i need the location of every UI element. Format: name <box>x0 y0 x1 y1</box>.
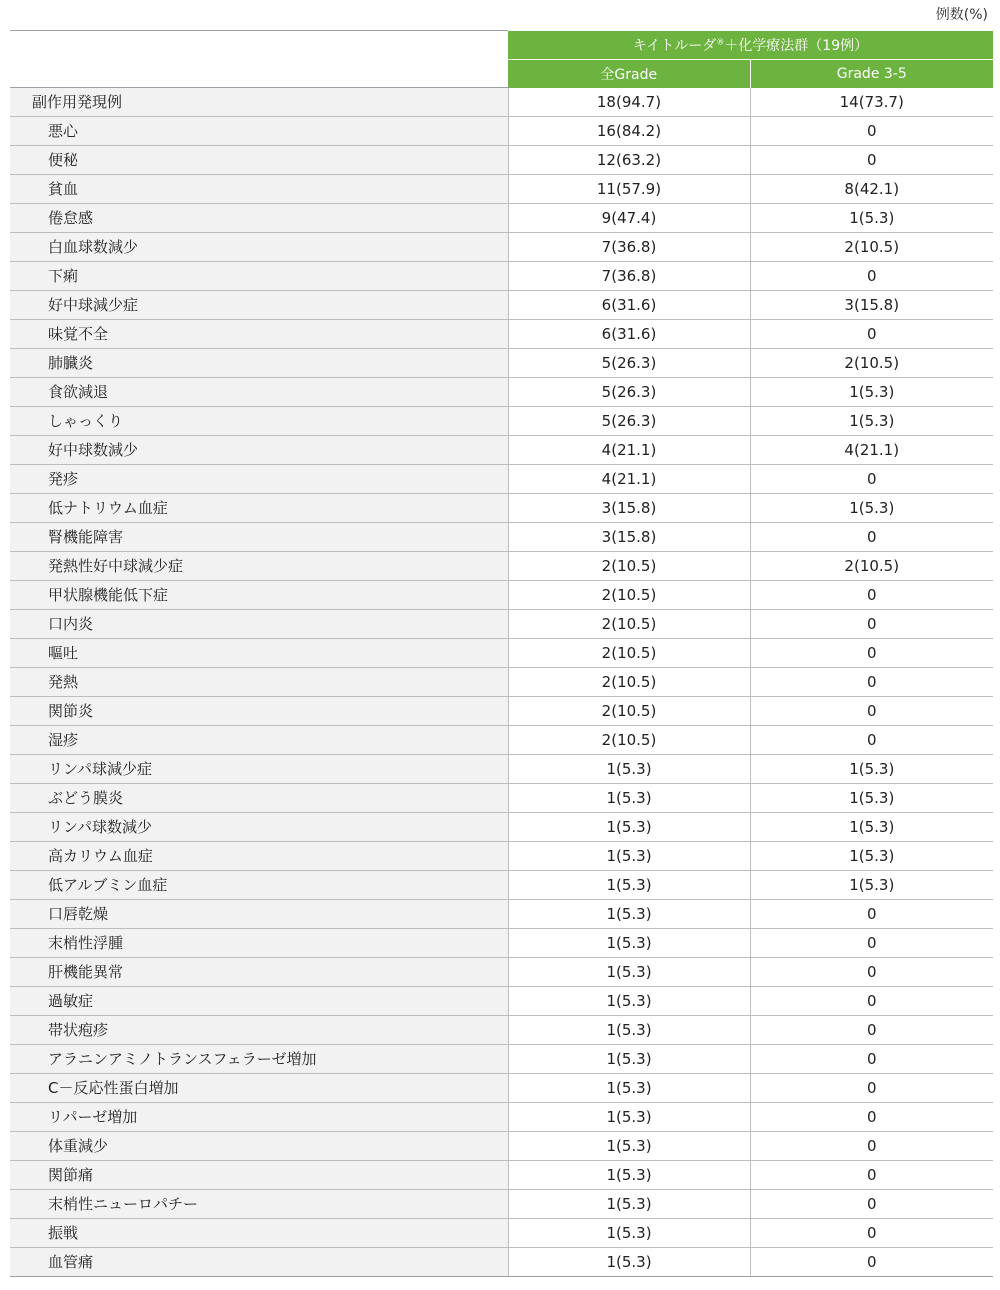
table-row <box>10 349 993 378</box>
grade-3-5-cell: 0 <box>750 523 993 552</box>
all-grade-cell: 1(5.3) <box>508 1132 750 1161</box>
table-row <box>10 117 993 146</box>
row-name-cell: 好中球数減少 <box>10 436 508 465</box>
grade-3-5-cell: 0 <box>750 262 993 291</box>
row-name-cell: 発熱 <box>10 668 508 697</box>
group-header-prefix: キイトルーダ <box>632 37 717 54</box>
table-row <box>10 1074 993 1103</box>
table-row <box>10 407 993 436</box>
grade-3-5-cell: 0 <box>750 987 993 1016</box>
grade-3-5-cell: 0 <box>750 465 993 494</box>
all-grade-cell: 11(57.9) <box>508 175 750 204</box>
grade-3-5-cell: 2(10.5) <box>750 552 993 581</box>
table-row <box>10 668 993 697</box>
row-name-cell: 低アルブミン血症 <box>10 871 508 900</box>
grade-3-5-cell: 0 <box>750 146 993 175</box>
row-name-cell: ぶどう膜炎 <box>10 784 508 813</box>
all-grade-cell: 1(5.3) <box>508 784 750 813</box>
row-name-cell: 食欲減退 <box>10 378 508 407</box>
grade-3-5-cell: 0 <box>750 668 993 697</box>
row-name-cell: 悪心 <box>10 117 508 146</box>
row-name-cell: 腎機能障害 <box>10 523 508 552</box>
row-name-cell: リンパ球数減少 <box>10 813 508 842</box>
row-name-cell: アラニンアミノトランスフェラーゼ増加 <box>10 1045 508 1074</box>
row-name-cell: 発熱性好中球減少症 <box>10 552 508 581</box>
all-grade-cell: 2(10.5) <box>508 668 750 697</box>
table-row <box>10 494 993 523</box>
row-name-cell: 過敏症 <box>10 987 508 1016</box>
grade-3-5-cell: 0 <box>750 1248 993 1277</box>
grade-3-5-cell: 0 <box>750 639 993 668</box>
row-name-cell: 口唇乾燥 <box>10 900 508 929</box>
all-grade-cell: 1(5.3) <box>508 1161 750 1190</box>
grade-3-5-cell: 1(5.3) <box>750 204 993 233</box>
all-grade-cell: 3(15.8) <box>508 494 750 523</box>
all-grade-cell: 1(5.3) <box>508 813 750 842</box>
grade-3-5-cell: 14(73.7) <box>750 88 993 117</box>
all-grade-cell: 1(5.3) <box>508 929 750 958</box>
grade-3-5-cell: 1(5.3) <box>750 813 993 842</box>
row-name-cell: 末梢性ニューロパチー <box>10 1190 508 1219</box>
table-row <box>10 320 993 349</box>
table-row <box>10 465 993 494</box>
grade-3-5-cell: 0 <box>750 320 993 349</box>
row-name-cell: 高カリウム血症 <box>10 842 508 871</box>
column-header-all-grade: 全Grade <box>508 59 750 88</box>
grade-3-5-cell: 2(10.5) <box>750 233 993 262</box>
all-grade-cell: 1(5.3) <box>508 1074 750 1103</box>
all-grade-cell: 1(5.3) <box>508 1219 750 1248</box>
all-grade-cell: 1(5.3) <box>508 1045 750 1074</box>
table-row <box>10 755 993 784</box>
grade-3-5-cell: 0 <box>750 726 993 755</box>
all-grade-cell: 1(5.3) <box>508 987 750 1016</box>
table-row <box>10 900 993 929</box>
row-name-cell: 便秘 <box>10 146 508 175</box>
all-grade-cell: 1(5.3) <box>508 871 750 900</box>
row-name-cell: 発疹 <box>10 465 508 494</box>
grade-3-5-cell: 2(10.5) <box>750 349 993 378</box>
table-row <box>10 1161 993 1190</box>
all-grade-cell: 4(21.1) <box>508 465 750 494</box>
table-row <box>10 1103 993 1132</box>
all-grade-cell: 4(21.1) <box>508 436 750 465</box>
row-name-cell: 湿疹 <box>10 726 508 755</box>
table-row <box>10 552 993 581</box>
grade-3-5-cell: 0 <box>750 697 993 726</box>
grade-3-5-cell: 1(5.3) <box>750 407 993 436</box>
row-name-cell: 倦怠感 <box>10 204 508 233</box>
row-name-cell: C－反応性蛋白増加 <box>10 1074 508 1103</box>
all-grade-cell: 2(10.5) <box>508 581 750 610</box>
all-grade-cell: 7(36.8) <box>508 262 750 291</box>
all-grade-cell: 1(5.3) <box>508 1016 750 1045</box>
table-row <box>10 262 993 291</box>
all-grade-cell: 3(15.8) <box>508 523 750 552</box>
table-row <box>10 146 993 175</box>
row-name-cell: 口内炎 <box>10 610 508 639</box>
grade-3-5-cell: 0 <box>750 1045 993 1074</box>
row-name-cell: リパーゼ増加 <box>10 1103 508 1132</box>
row-name-cell: 副作用発現例 <box>10 88 508 117</box>
table-row <box>10 842 993 871</box>
unit-label: 例数(%) <box>935 7 988 23</box>
header-blank-cell <box>10 31 508 88</box>
all-grade-cell: 5(26.3) <box>508 349 750 378</box>
all-grade-cell: 2(10.5) <box>508 639 750 668</box>
row-name-cell: 下痢 <box>10 262 508 291</box>
table-row <box>10 378 993 407</box>
table-row <box>10 1190 993 1219</box>
all-grade-cell: 7(36.8) <box>508 233 750 262</box>
table-row <box>10 987 993 1016</box>
table-row <box>10 204 993 233</box>
row-name-cell: 嘔吐 <box>10 639 508 668</box>
row-name-cell: 白血球数減少 <box>10 233 508 262</box>
grade-3-5-cell: 1(5.3) <box>750 755 993 784</box>
table-row <box>10 929 993 958</box>
table-row <box>10 1045 993 1074</box>
all-grade-cell: 9(47.4) <box>508 204 750 233</box>
all-grade-cell: 1(5.3) <box>508 1190 750 1219</box>
all-grade-cell: 5(26.3) <box>508 407 750 436</box>
table-row <box>10 1248 993 1277</box>
grade-3-5-cell: 0 <box>750 1190 993 1219</box>
all-grade-cell: 1(5.3) <box>508 842 750 871</box>
grade-3-5-cell: 0 <box>750 958 993 987</box>
all-grade-cell: 1(5.3) <box>508 755 750 784</box>
table-row <box>10 958 993 987</box>
row-name-cell: 味覚不全 <box>10 320 508 349</box>
all-grade-cell: 12(63.2) <box>508 146 750 175</box>
grade-3-5-cell: 0 <box>750 1016 993 1045</box>
row-name-cell: 関節痛 <box>10 1161 508 1190</box>
row-name-cell: 好中球減少症 <box>10 291 508 320</box>
column-header-grade-3-5: Grade 3-5 <box>750 59 993 88</box>
table-row <box>10 1016 993 1045</box>
all-grade-cell: 2(10.5) <box>508 610 750 639</box>
row-name-cell: 関節炎 <box>10 697 508 726</box>
table-row <box>10 436 993 465</box>
row-name-cell: しゃっくり <box>10 407 508 436</box>
grade-3-5-cell: 1(5.3) <box>750 784 993 813</box>
table-row <box>10 726 993 755</box>
grade-3-5-cell: 0 <box>750 900 993 929</box>
grade-3-5-cell: 0 <box>750 117 993 146</box>
grade-3-5-cell: 1(5.3) <box>750 842 993 871</box>
row-name-cell: 体重減少 <box>10 1132 508 1161</box>
grade-3-5-cell: 0 <box>750 1103 993 1132</box>
table-row <box>10 610 993 639</box>
all-grade-cell: 1(5.3) <box>508 1103 750 1132</box>
table-row <box>10 523 993 552</box>
row-name-cell: 血管痛 <box>10 1248 508 1277</box>
grade-3-5-cell: 1(5.3) <box>750 378 993 407</box>
table-row <box>10 88 993 117</box>
all-grade-cell: 5(26.3) <box>508 378 750 407</box>
table-row <box>10 291 993 320</box>
registered-mark: ® <box>716 36 725 46</box>
table-row <box>10 1132 993 1161</box>
table-row <box>10 697 993 726</box>
table-row <box>10 784 993 813</box>
all-grade-cell: 1(5.3) <box>508 900 750 929</box>
grade-3-5-cell: 8(42.1) <box>750 175 993 204</box>
table-body <box>10 88 993 1277</box>
row-name-cell: 甲状腺機能低下症 <box>10 581 508 610</box>
table-row <box>10 175 993 204</box>
all-grade-cell: 2(10.5) <box>508 552 750 581</box>
table-row <box>10 871 993 900</box>
all-grade-cell: 16(84.2) <box>508 117 750 146</box>
group-header <box>508 31 993 60</box>
row-name-cell: リンパ球減少症 <box>10 755 508 784</box>
grade-3-5-cell: 1(5.3) <box>750 871 993 900</box>
table-row <box>10 639 993 668</box>
row-name-cell: 肝機能異常 <box>10 958 508 987</box>
row-name-cell: 末梢性浮腫 <box>10 929 508 958</box>
table-row <box>10 813 993 842</box>
grade-3-5-cell: 0 <box>750 1161 993 1190</box>
all-grade-cell: 6(31.6) <box>508 291 750 320</box>
table-row <box>10 1219 993 1248</box>
grade-3-5-cell: 0 <box>750 1074 993 1103</box>
grade-3-5-cell: 3(15.8) <box>750 291 993 320</box>
group-header-suffix: ＋化学療法群（19例） <box>724 37 869 54</box>
grade-3-5-cell: 0 <box>750 1132 993 1161</box>
all-grade-cell: 2(10.5) <box>508 697 750 726</box>
all-grade-cell: 2(10.5) <box>508 726 750 755</box>
grade-3-5-cell: 1(5.3) <box>750 494 993 523</box>
all-grade-cell: 1(5.3) <box>508 958 750 987</box>
grade-3-5-cell: 0 <box>750 610 993 639</box>
all-grade-cell: 6(31.6) <box>508 320 750 349</box>
row-name-cell: 貧血 <box>10 175 508 204</box>
row-name-cell: 帯状疱疹 <box>10 1016 508 1045</box>
grade-3-5-cell: 0 <box>750 1219 993 1248</box>
row-name-cell: 振戦 <box>10 1219 508 1248</box>
all-grade-cell: 1(5.3) <box>508 1248 750 1277</box>
table-row <box>10 233 993 262</box>
table-row <box>10 581 993 610</box>
all-grade-cell: 18(94.7) <box>508 88 750 117</box>
row-name-cell: 低ナトリウム血症 <box>10 494 508 523</box>
grade-3-5-cell: 0 <box>750 581 993 610</box>
adverse-reactions-table <box>10 30 993 1277</box>
grade-3-5-cell: 4(21.1) <box>750 436 993 465</box>
grade-3-5-cell: 0 <box>750 929 993 958</box>
row-name-cell: 肺臓炎 <box>10 349 508 378</box>
